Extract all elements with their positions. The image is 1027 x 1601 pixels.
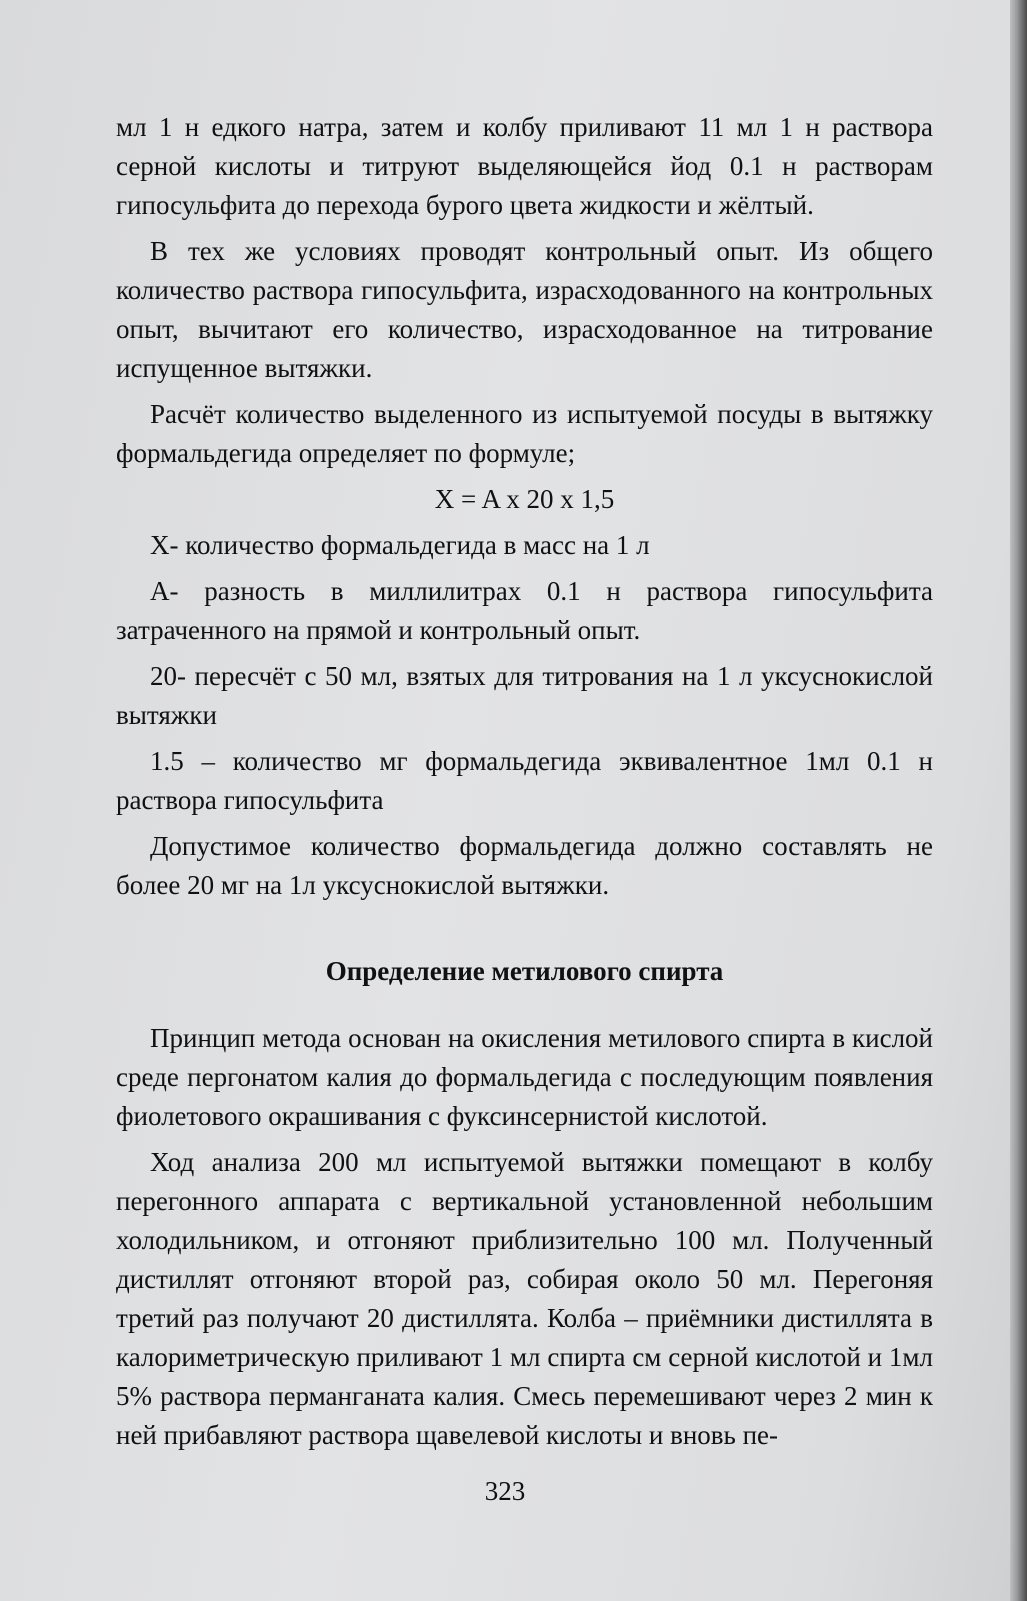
legend-20: 20- пересчёт с 50 мл, взятых для титрования на 1 л уксуснокислой вытяжки bbox=[116, 661, 933, 730]
page-number: 323 bbox=[484, 1476, 526, 1506]
formula: X = A x 20 x 1,5 bbox=[434, 484, 615, 514]
page-edge-shadow bbox=[1010, 0, 1027, 1601]
paragraph-calculation: Расчёт количество выделенного из испытуемой посуды в вытяжку формальдегида определяет по формуле; bbox=[116, 399, 933, 468]
paragraph-continuation: мл 1 н едкого натра, затем и колбу приливают 11 мл 1 н раствора серной кислоты и титруют выделяющейся йод 0.1 н растворам гипосульфита до перехода бурого цвета жидкости и жёлтый. bbox=[116, 112, 933, 220]
page-content bbox=[116, 108, 933, 1462]
paragraph-permissible-amount: Допустимое количество формальдегида должно составлять не более 20 мг на 1л уксуснокислой вытяжки. bbox=[116, 831, 933, 900]
section-gap bbox=[116, 912, 933, 952]
section-heading: Определение метилового спирта bbox=[325, 956, 724, 986]
legend-1-5: 1.5 – количество мг формальдегида эквивалентное 1мл 0.1 н раствора гипосульфита bbox=[116, 746, 933, 815]
legend-a: А- разность в миллилитрах 0.1 н раствора гипосульфита затраченного на прямой и контрольный опыт. bbox=[116, 576, 933, 645]
legend-x: X- количество формальдегида в масс на 1 л bbox=[150, 530, 650, 560]
paragraph-analysis-procedure: Ход анализа 200 мл испытуемой вытяжки помещают в колбу перегонного аппарата с вертикальной установленной небольшим холодильником, и отгоняют приблизительно 100 мл. Полученный дистиллят отгоняют второй раз, собирая около 50 мл. Перегоняя третий раз получают 20 дистиллята. Колба – приёмники дистиллята в калориметрическую приливают 1 мл спирта см серной кислотой и 1мл 5% раствора перманганата калия. Смесь перемешивают через 2 мин к ней прибавляют раствора щавелевой кислоты и вновь пе- bbox=[116, 1147, 933, 1450]
paragraph-method-principle: Принцип метода основан на окисления метилового спирта в кислой среде пергонатом калия до формальдегида с последующим появления фиолетового окрашивания с фуксинсернистой кислотой. bbox=[116, 1023, 933, 1131]
paragraph-control-experiment: В тех же условиях проводят контрольный опыт. Из общего количество раствора гипосульфита, израсходованного на контрольных опыт, вычитают его количество, израсходованное на титрование испущенное вытяжки. bbox=[116, 236, 933, 383]
